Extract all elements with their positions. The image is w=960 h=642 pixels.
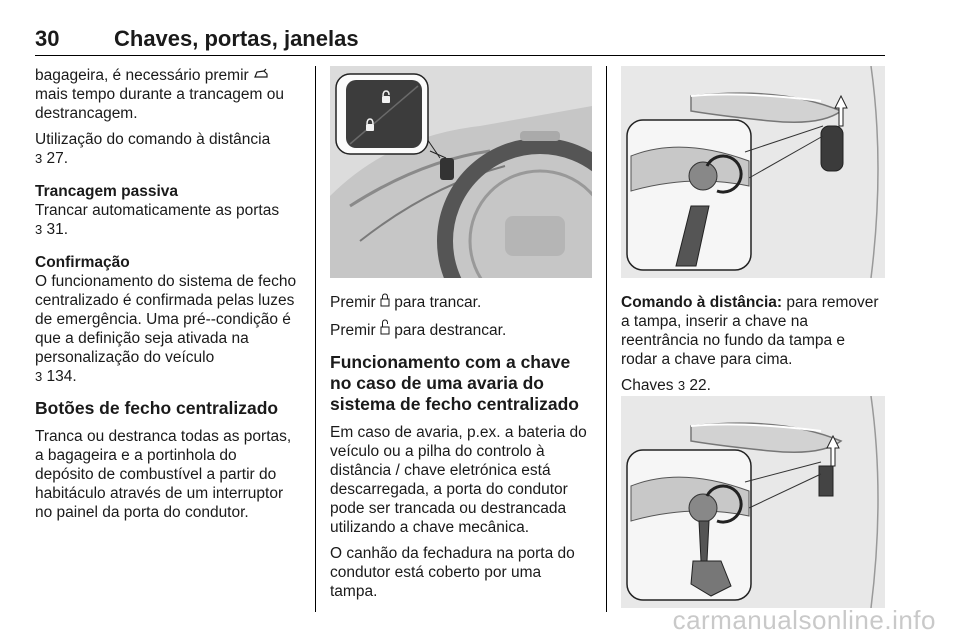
- lock-open-icon: [380, 319, 390, 340]
- section-heading: Botões de fecho centralizado: [35, 398, 279, 418]
- page-ref-icon: 3: [35, 222, 43, 237]
- section-heading-key-failure: Funcionamento com a chave no caso de uma avaria do sistema de fecho centralizado: [330, 352, 579, 414]
- figure-turn-key: [621, 396, 885, 608]
- lock-closed-icon: [380, 293, 390, 312]
- keys-reference: Chaves 3 22.: [621, 377, 711, 394]
- paragraph-trunk: bagageira, é necessário premir mais tempo durante a trancagem ou destrancagem.: [35, 67, 284, 122]
- column-divider-2: [606, 66, 607, 612]
- paragraph-remote: Utilização do comando à distância 3 27.: [35, 131, 271, 167]
- column-2: [330, 293, 592, 608]
- column-3: [621, 293, 885, 402]
- paragraph-section: Tranca ou destranca todas as portas, a bagageira e a portinhola do depósito de combustível a partir do habitáculo através de um interruptor no painel da porta do condutor.: [35, 428, 292, 521]
- figure-remove-cover: [621, 66, 885, 278]
- page-ref-icon: 3: [35, 369, 43, 384]
- watermark: carmanualsonline.info: [672, 605, 936, 635]
- subheading-passive: Trancagem passiva: [35, 183, 179, 200]
- trunk-icon: [253, 66, 269, 85]
- header-rule: [35, 55, 885, 56]
- unlock-instruction: Premir para destrancar.: [330, 319, 592, 340]
- paragraph-cylinder: O canhão da fechadura na porta do condutor está coberto por uma tampa.: [330, 545, 575, 600]
- lock-instruction: Premir para trancar.: [330, 294, 482, 311]
- paragraph-confirm: Confirmação O funcionamento do sistema de fecho centralizado é confirmada pelas luzes de emergência. Uma pré--condição é que a definição seja ativada na personalização do veículo 3 134.: [35, 254, 297, 385]
- page-number: 30: [35, 26, 60, 51]
- paragraph-failure: Em caso de avaria, p.ex. a bateria do veículo ou a pilha do controlo à distância / chave eletrónica está descarregada, a porta do condutor pode ser trancada ou destrancada utilizando a chave mecânica.: [330, 424, 587, 536]
- chapter-title: Chaves, portas, janelas: [114, 26, 359, 51]
- column-divider-1: [315, 66, 316, 612]
- page-ref-icon: 3: [35, 151, 43, 166]
- page-ref-icon: 3: [677, 378, 686, 393]
- column-1: [35, 66, 299, 529]
- subheading-confirm: Confirmação: [35, 254, 130, 271]
- page-header: [35, 26, 885, 54]
- remote-instruction: Comando à distância: para remover a tampa, inserir a chave na reentrância no fundo da tampa e rodar a chave para cima.: [621, 294, 879, 368]
- paragraph-passive: Trancagem passiva Trancar automaticamente as portas 3 31.: [35, 183, 280, 238]
- figure-door-panel: [330, 66, 592, 278]
